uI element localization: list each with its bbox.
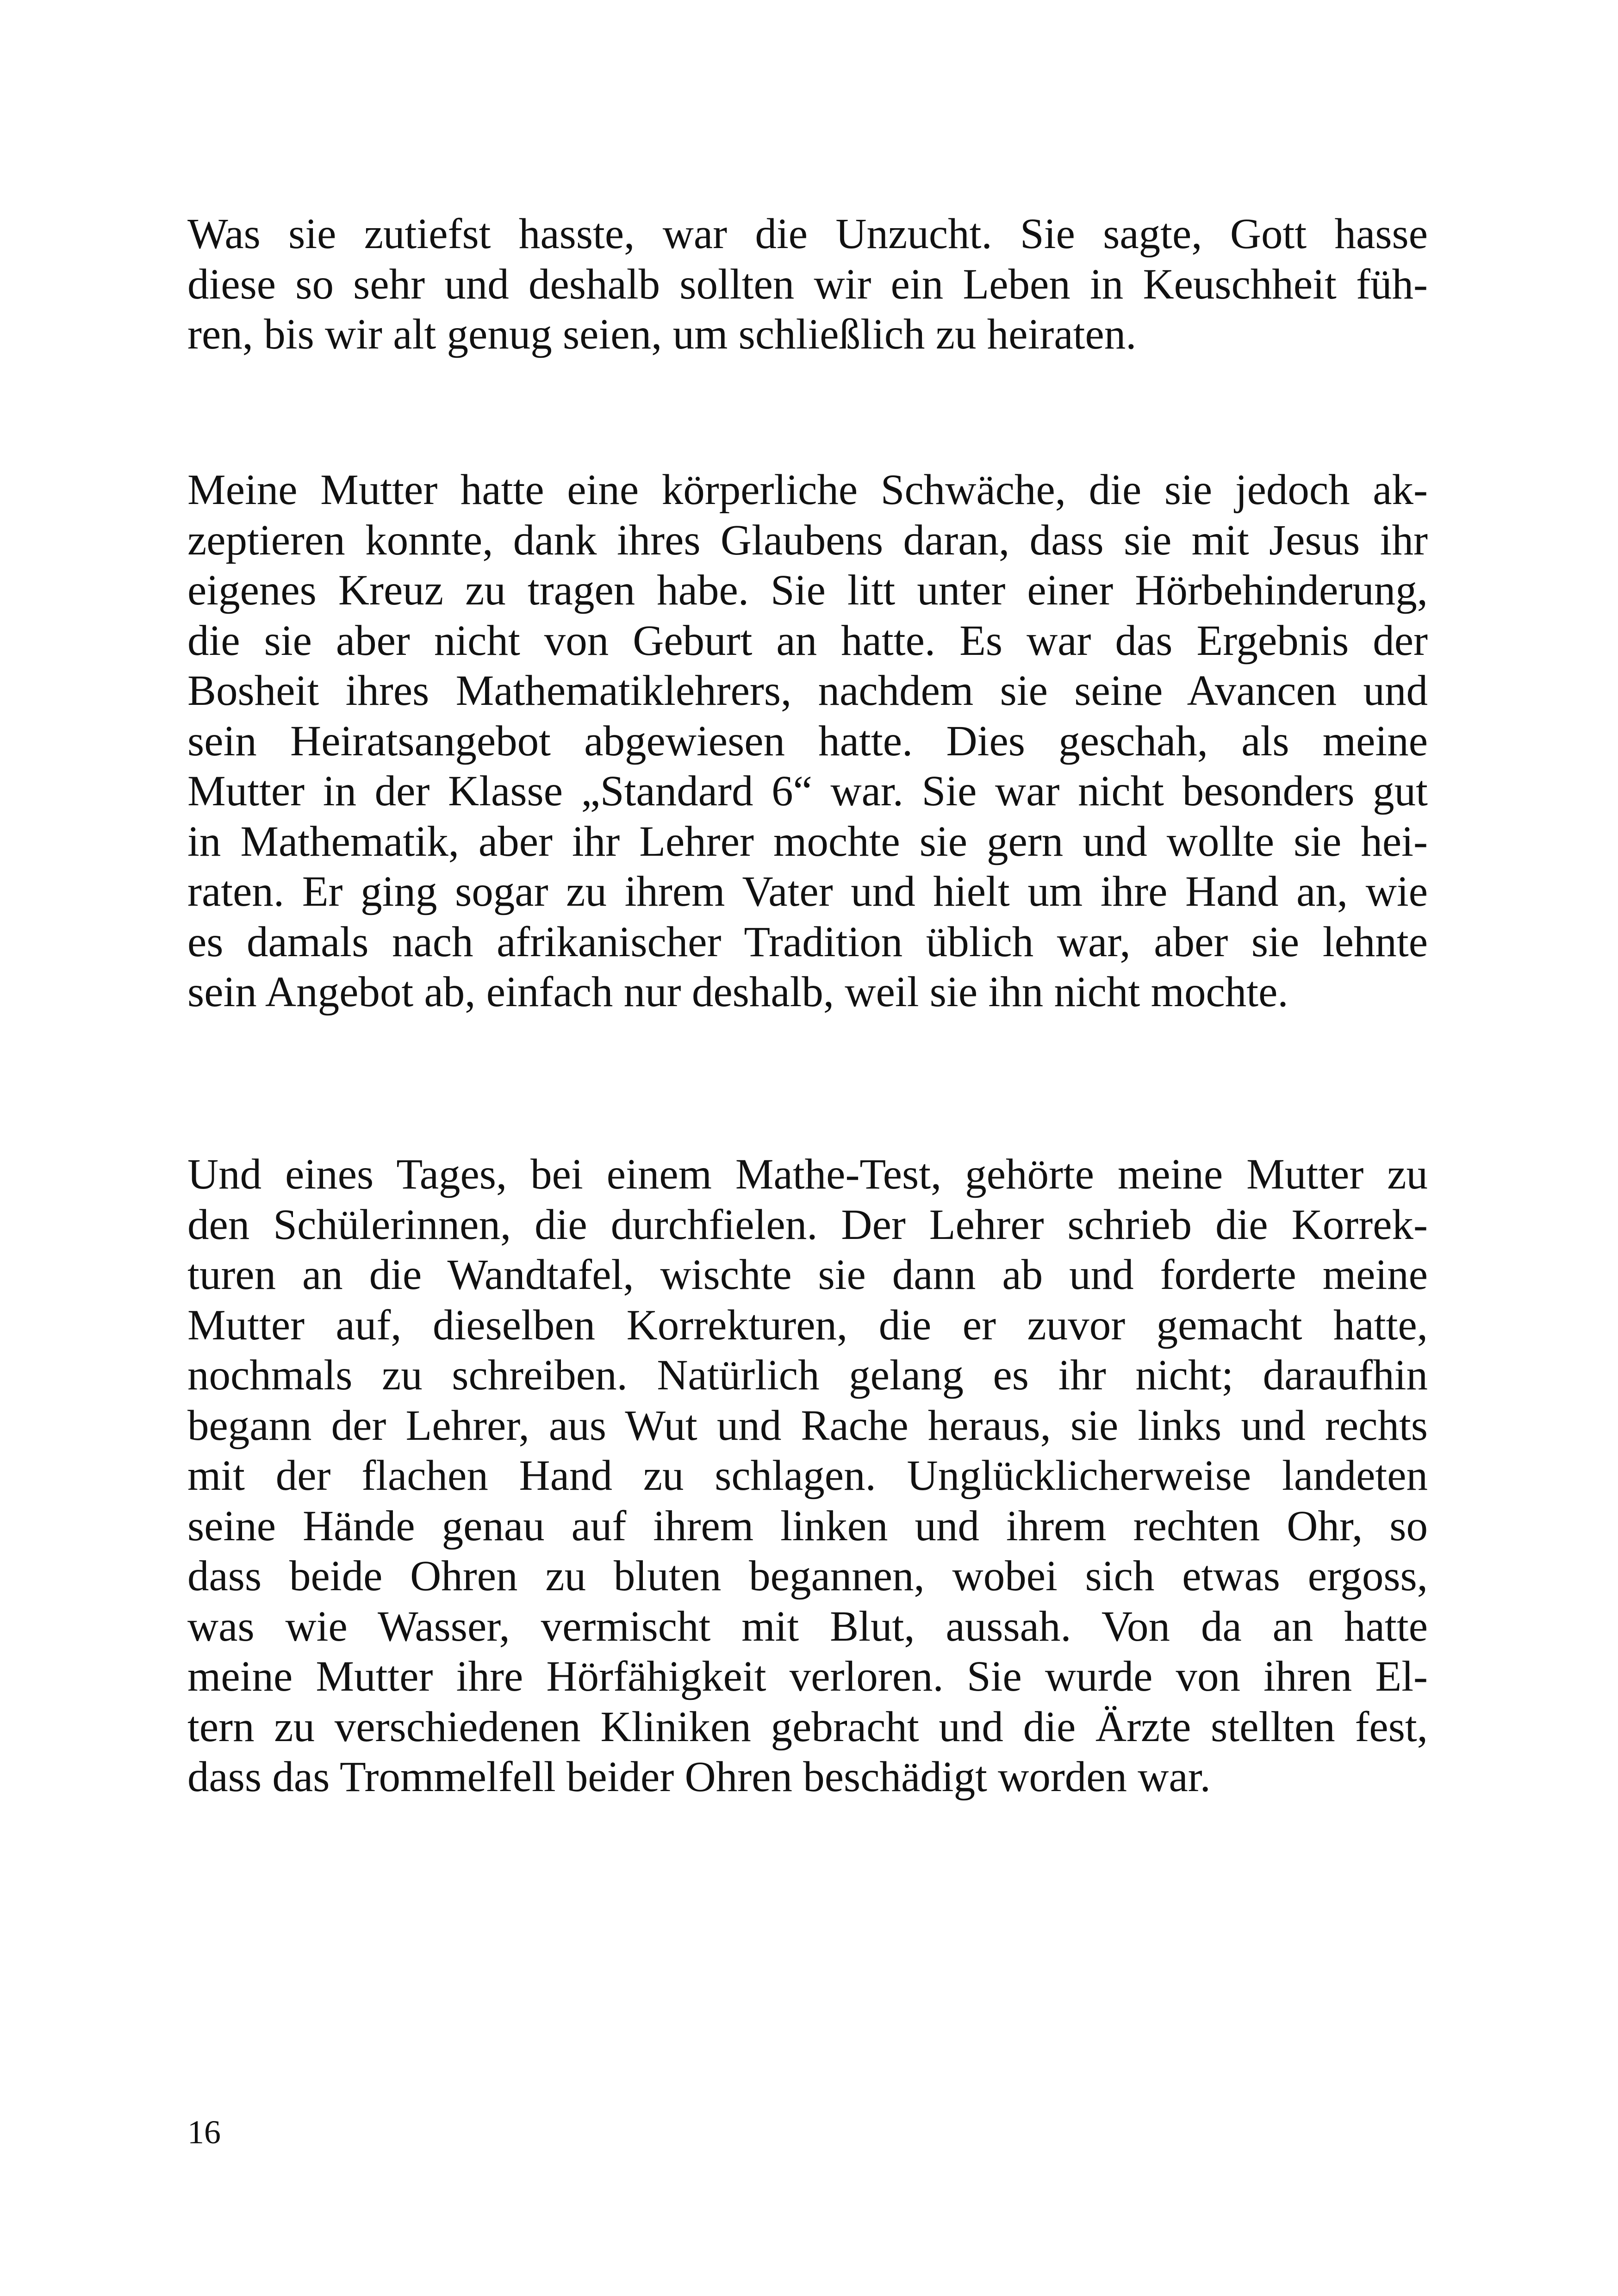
text-line: eigenes Kreuz zu tragen habe. Sie litt unter einer Hörbehinderung, xyxy=(187,566,1428,614)
text-line: ren, bis wir alt genug seien, um schließlich zu heiraten. xyxy=(187,311,1137,358)
text-line: tern zu verschiedenen Kliniken gebracht und die Ärzte stellten fest, xyxy=(187,1703,1428,1751)
paragraph-unzucht xyxy=(187,209,1428,360)
text-line: Bosheit ihres Mathematiklehrers, nachdem sie seine Avancen und xyxy=(187,667,1428,715)
text-line: seine Hände genau auf ihrem linken und ihrem rechten Ohr, so xyxy=(187,1502,1428,1550)
text-line: Mutter in der Klasse „Standard 6“ war. Sie war nicht besonders gut xyxy=(187,767,1428,815)
text-line: den Schülerinnen, die durchfielen. Der Lehrer schrieb die Korrek- xyxy=(187,1201,1428,1249)
text-line: in Mathematik, aber ihr Lehrer mochte sie gern und wollte sie hei- xyxy=(187,817,1428,865)
text-line: es damals nach afrikanischer Tradition üblich war, aber sie lehnte xyxy=(187,918,1428,966)
text-line: sein Angebot ab, einfach nur deshalb, weil sie ihn nicht mochte. xyxy=(187,968,1288,1016)
text-line: diese so sehr und deshalb sollten wir ein Leben in Keuschheit füh- xyxy=(187,260,1428,308)
text-line: Mutter auf, dieselben Korrekturen, die er zuvor gemacht hatte, xyxy=(187,1301,1428,1349)
paragraph-mathe-test xyxy=(187,1150,1428,1803)
text-line: begann der Lehrer, aus Wut und Rache heraus, sie links und rechts xyxy=(187,1401,1428,1450)
text-line: nochmals zu schreiben. Natürlich gelang es ihr nicht; daraufhin xyxy=(187,1351,1428,1399)
text-line: dass beide Ohren zu bluten begannen, wobei sich etwas ergoss, xyxy=(187,1552,1428,1600)
text-line: was wie Wasser, vermischt mit Blut, aussah. Von da an hatte xyxy=(187,1602,1428,1650)
text-line: meine Mutter ihre Hörfähigkeit verloren. Sie wurde von ihren El- xyxy=(187,1653,1428,1700)
text-line: Meine Mutter hatte eine körperliche Schwäche, die sie jedoch ak- xyxy=(187,466,1428,514)
text-line: Und eines Tages, bei einem Mathe-Test, gehörte meine Mutter zu xyxy=(187,1151,1428,1198)
text-line: mit der flachen Hand zu schlagen. Unglücklicherweise landeten xyxy=(187,1452,1428,1500)
text-line: raten. Er ging sogar zu ihrem Vater und hielt um ihre Hand an, wie xyxy=(187,868,1428,915)
text-line: dass das Trommelfell beider Ohren beschädigt worden war. xyxy=(187,1753,1211,1801)
text-line: Was sie zutiefst hasste, war die Unzucht. Sie sagte, Gott hasse xyxy=(187,210,1428,258)
page-number: 16 xyxy=(187,2114,221,2151)
text-line: zeptieren konnte, dank ihres Glaubens daran, dass sie mit Jesus ihr xyxy=(187,516,1428,564)
text-line: die sie aber nicht von Geburt an hatte. Es war das Ergebnis der xyxy=(187,616,1428,665)
text-line: sein Heiratsangebot abgewiesen hatte. Dies geschah, als meine xyxy=(187,717,1428,765)
text-line: turen an die Wandtafel, wischte sie dann ab und forderte meine xyxy=(187,1251,1428,1299)
paragraph-hoerbehinderung xyxy=(187,465,1428,1018)
